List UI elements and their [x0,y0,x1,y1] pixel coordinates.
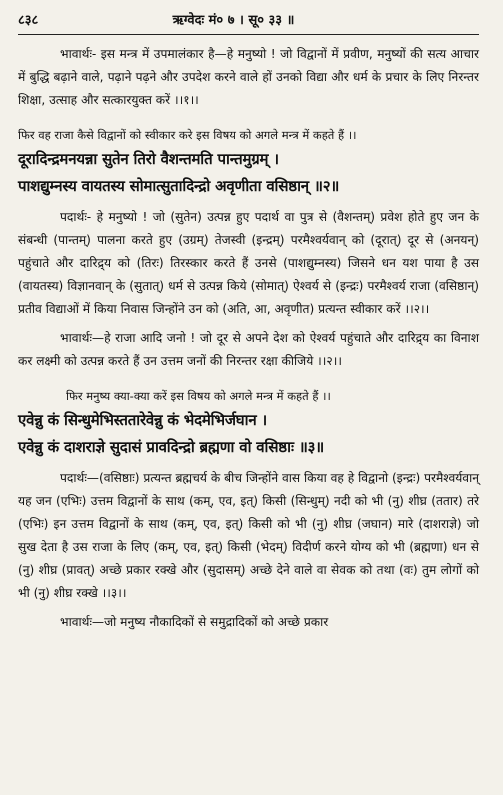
mantra-3-line-1: एवेन्नु कं सिन्धुमेभिस्ततारेवेन्नु कं भेदमेभिर्जघान । [18,411,267,429]
running-title: ऋग्वेदः मं० ७ । सू० ३३ ॥ [172,13,295,28]
mantra-2-line-2: पाशद्युम्नस्य वायतस्य सोमात्सुतादिन्द्रो अवृणीता वसिष्ठान् ॥२॥ [18,177,340,195]
padartha-2: पदार्थः- हे मनुष्यो ! जो (सुतेन) उत्पन्न हुए पदार्थ वा पुत्र से (वैशन्तम्) प्रवेश होते हुए जन के संबन्धी (पान्तम्) पालना करते हुए (उग्रम्) तेजस्वी (इन्द्रम्) परमैश्वर्यवान् को (दूरात्) दूर से (अनयन्) पहुंचाते और दारिद्र्य को (तिरः) तिरस्कार करते हैं उनसे (पाशद्युम्नस्य) जिसने धन यश पाया है उस (वायतस्य) विज्ञानवान् के (सुतात्) धर्म से उत्पन्न किये (सोमात्) ऐश्वर्य से (इन्द्रः) परमैश्वर्य राजा (वसिष्ठान्) प्रतीव विद्याओं में किया निवास जिन्होंने उन को (अति, आ, अवृणीत) प्रत्यन्त स्वीकार करें ।।२।। [18,210,479,316]
mantra-2-line-1: दूरादिन्द्रमनयन्ना सुतेन तिरो वैशन्तमति पान्तमुग्रम् । [18,150,279,168]
intro-mantra-3: फिर मनुष्य क्या-क्या करें इस विषय को अगले मन्त्र में कहते हैं ।। [66,389,331,403]
bhavartha-2: भावार्थः—हे राजा आदि जनो ! जो दूर से अपने देश को ऐश्वर्य पहुंचाते और दारिद्र्य का विनाश कर लक्ष्मी को उत्पन्न करते हैं उन उत्तम जनों की निरन्तर रक्षा कीजिये ।।२।। [18,331,479,368]
mantra-3-line-2: एवेन्नु कं दाशराज्ञे सुदासं प्रावदिन्द्रो ब्रह्मणा वो वसिष्ठाः ॥३॥ [18,438,325,456]
page-header [18,10,479,32]
padartha-3: पदार्थः—(वसिष्ठाः) प्रत्यन्त ब्रह्मचर्य के बीच जिन्होंने वास किया वह हे विद्वानो (इन्द्रः) परमैश्वर्यवान् यह जन (एभिः) उत्तम विद्वानों के साथ (कम्, एव, इत्) किसी (सिन्धुम्) नदी को भी (नु) शीघ्र (ततार) तरे (एभिः) इन उत्तम विद्वानों के साथ (कम्, एव, इत्) किसी को भी (नु) शीघ्र (जघान) मारे (दाशराज्ञे) जो सुख देता है उस राजा के लिए (कम्, एव, इत्) किसी (भेदम्) विदीर्ण करने योग्य को भी (ब्रह्मणा) धन से (नु) शीघ्र (प्रावत्) अच्छे प्रकार रक्खे और (सुदासम्) अच्छे देने वाले वा सेवक को तथा (वः) तुम लोगों को भी (नु) शीघ्र रक्खे ।।३।। [18,471,479,600]
bhavartha-3: भावार्थः—जो मनुष्य नौकादिकों से समुद्रादिकों को अच्छे प्रकार [60,615,329,629]
intro-mantra-2: फिर वह राजा कैसे विद्वानों को स्वीकार करे इस विषय को अगले मन्त्र में कहते हैं ।। [18,128,357,142]
page-number: ८३८ [18,13,39,28]
bhavartha-1: भावार्थः- इस मन्त्र में उपमालंकार है—हे मनुष्यो ! जो विद्वानों में प्रवीण, मनुष्यों की सत्य आचार में बुद्धि बढ़ाने वाले, पढ़ाने पढ़ने और उपदेश करने वाले हों उनको विद्या और धर्म के प्रचार के लिए निरन्तर शिक्षा, उत्साह और सत्कारयुक्त करें ।।१।। [18,47,479,107]
header-rule [18,34,479,35]
